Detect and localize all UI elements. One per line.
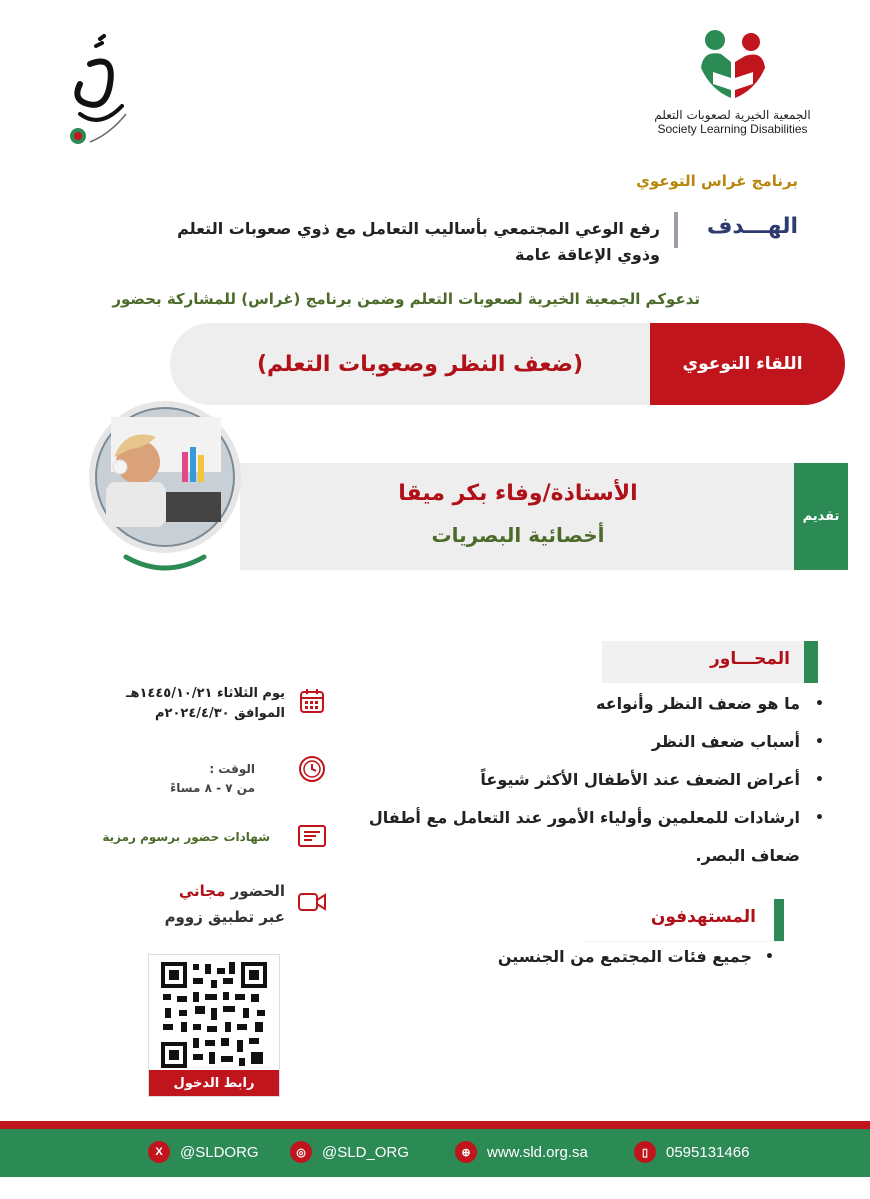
goal-label: الهـــدف	[706, 214, 798, 239]
qr-pattern-icon	[159, 960, 269, 1070]
footer-twitter[interactable]	[148, 1141, 259, 1163]
event-date	[95, 684, 285, 724]
goal-divider	[674, 212, 678, 248]
goal-text: رفع الوعي المجتمعي بأساليب التعامل مع ذوي صعوبات التعلم وذوي الإعاقة عامة	[177, 219, 660, 264]
footer-instagram[interactable]	[290, 1141, 409, 1163]
presenter-role: أخصائية البصريات	[431, 523, 605, 547]
certificate-icon	[297, 823, 327, 853]
axes-title: المحـــاور	[709, 649, 790, 669]
zoom-label: عبر تطبيق زووم	[164, 908, 285, 926]
list-item: • جميع فئات المجتمع من الجنسين	[498, 944, 778, 970]
time-label: الوقت :	[209, 762, 255, 776]
instagram-icon: ◎	[290, 1141, 312, 1163]
globe-icon: ⊕	[455, 1141, 477, 1163]
list-item: • ارشادات للمعلمين وأولياء الأمور عند التعامل مع أطفال ضعاف البصر.	[368, 799, 828, 875]
presenter-banner	[240, 463, 848, 570]
society-logo	[650, 28, 815, 148]
invitation-text: تدعوكم الجمعية الخيرية لصعوبات التعلم وضمن برنامج (غراس) للمشاركة بحضور	[112, 290, 700, 308]
attendance-label: الحضور	[230, 882, 285, 900]
instagram-handle: @SLD_ORG	[322, 1143, 409, 1161]
qr-link-label[interactable]: رابط الدخول	[149, 1070, 279, 1096]
attendance-info	[95, 878, 285, 930]
video-camera-icon	[297, 890, 327, 918]
event-title-banner	[170, 323, 845, 405]
phone-icon: ▯	[634, 1141, 656, 1163]
targets-title: المستهدفون	[650, 907, 756, 927]
event-type-label: اللقاء التوعوي	[650, 323, 845, 405]
list-item: • ما هو ضعف النظر وأنواعه	[368, 685, 828, 723]
footer	[0, 1129, 870, 1177]
program-name: برنامج غراس التوعوي	[636, 172, 798, 190]
list-item: • أسباب ضعف النظر	[368, 723, 828, 761]
program-logo	[60, 34, 140, 154]
event-title: (ضعف النظر وصعوبات التعلم)	[256, 351, 584, 377]
targets-list	[498, 944, 778, 970]
twitter-handle: @SLDORG	[180, 1143, 259, 1161]
phone-number: 0595131466	[666, 1143, 750, 1161]
time-value: من ٧ - ٨ مساءً	[170, 781, 255, 795]
society-name-en: Society Learning Disabilities	[657, 122, 808, 136]
presenter-background	[240, 463, 796, 570]
footer-website[interactable]	[455, 1141, 588, 1163]
society-emblem-icon	[693, 28, 773, 106]
presenter-name: الأستاذة/وفاء بكر ميقا	[398, 481, 638, 506]
certificates-note: شهادات حضور برسوم رمزية	[102, 830, 270, 844]
x-twitter-icon: X	[148, 1141, 170, 1163]
axes-header	[602, 641, 818, 683]
axes-list	[368, 685, 828, 875]
event-photo	[86, 397, 244, 577]
date-hijri: يوم الثلاثاء ١٤٤٥/١٠/٢١هـ	[126, 686, 285, 701]
presenter-label: تقديم	[794, 463, 848, 570]
website-url: www.sld.org.sa	[487, 1143, 588, 1161]
event-time	[95, 760, 255, 798]
footer-accent	[0, 1121, 870, 1129]
clock-icon	[298, 755, 326, 787]
qr-code[interactable]	[148, 954, 280, 1097]
society-name-ar: الجمعية الخيرية لصعوبات التعلم	[654, 108, 811, 122]
footer-bottom-space	[0, 1177, 870, 1199]
calendar-icon	[298, 687, 326, 719]
ghiras-calligraphy-icon	[60, 34, 140, 154]
list-item: • أعراض الضعف عند الأطفال الأكثر شيوعاً	[368, 761, 828, 799]
axes-header-bar	[804, 641, 818, 683]
targets-header-bar	[774, 899, 784, 941]
targets-header	[584, 899, 784, 941]
free-label: مجاني	[178, 882, 226, 900]
footer-phone[interactable]	[634, 1141, 749, 1163]
date-gregorian: الموافق ٢٠٢٤/٤/٣٠م	[155, 706, 285, 721]
